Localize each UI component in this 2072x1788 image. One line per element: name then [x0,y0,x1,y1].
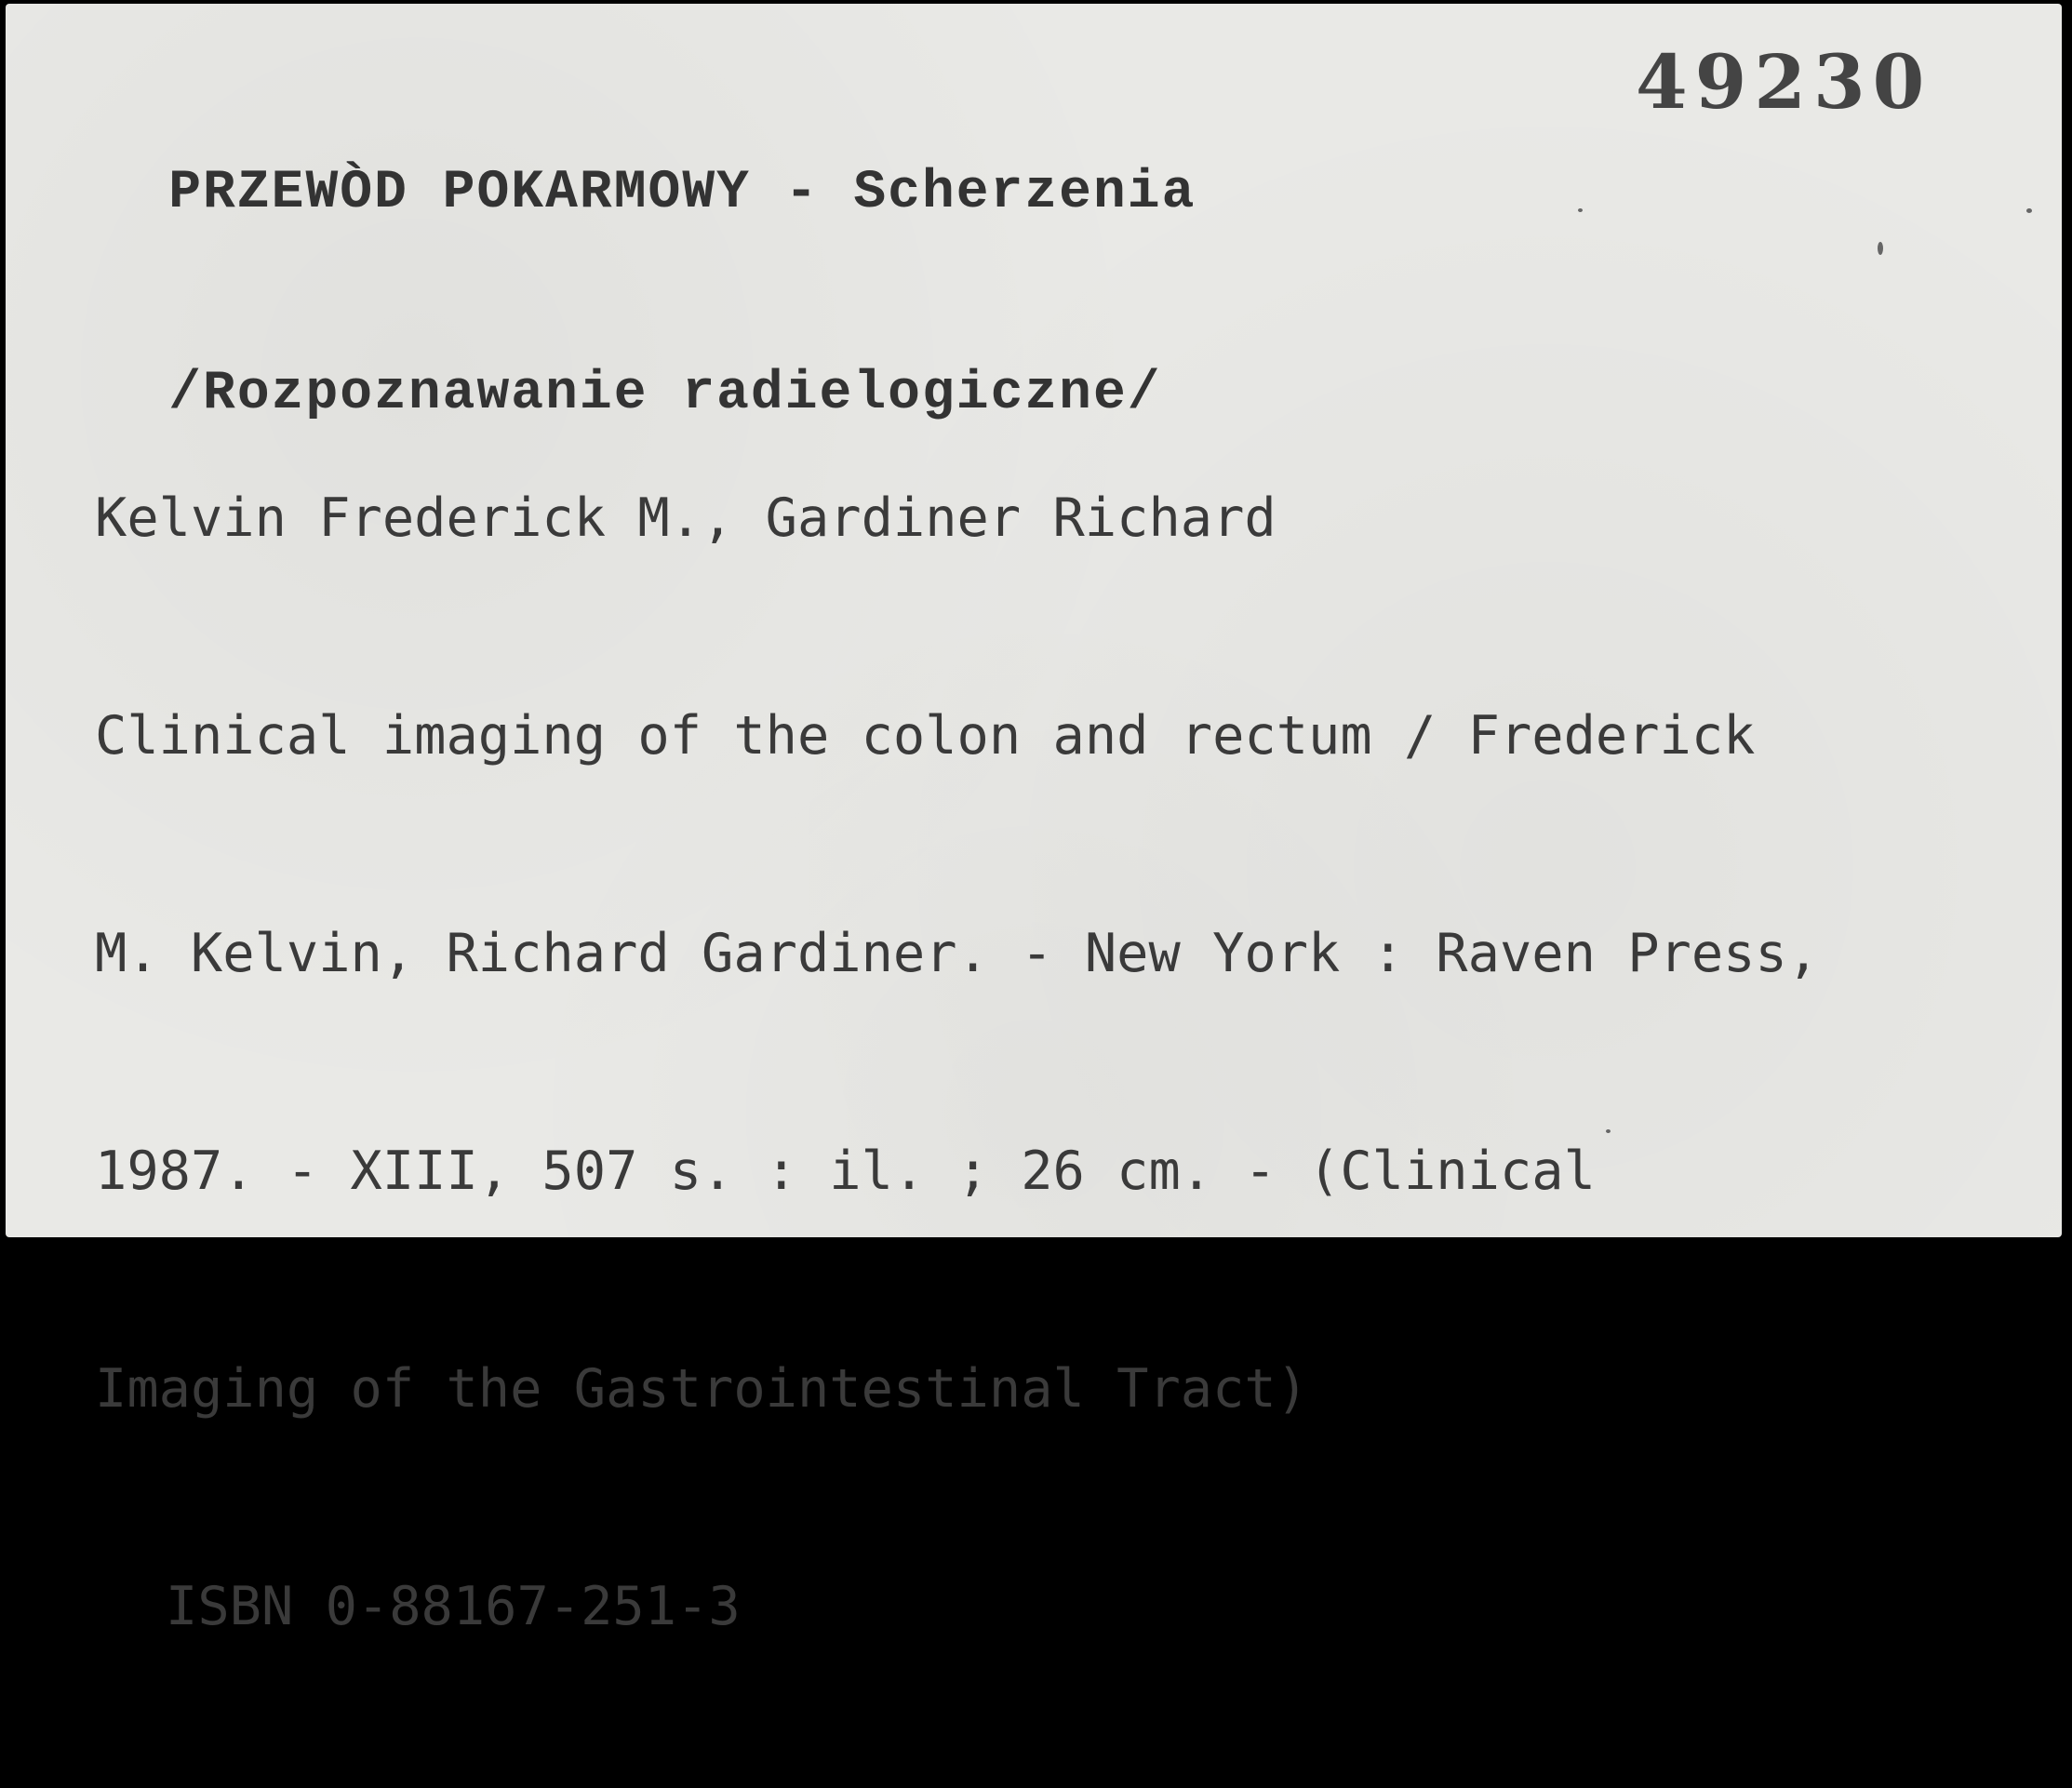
title-line: Clinical imaging of the colon and rectum / Frederick [95,705,1756,767]
catalog-number: 49230 [1636,38,1932,126]
dust-speck [1878,242,1883,255]
subject-heading-line-2: /Rozpoznawanie radielogiczne/ [168,364,1162,424]
series-line: Imaging of the Gastrointestinal Tract) [95,1358,1309,1420]
isbn-line: ISBN 0-88167-251-3 [166,1576,741,1637]
dust-speck [1606,1129,1611,1133]
subject-heading-line-1: PRZEWÒD POKARMOWY - Scherzenia [168,163,1196,223]
catalog-card [6,4,2062,1637]
publication-line: M. Kelvin, Richard Gardiner. - New York : Raven Press, [95,923,1820,984]
dust-speck [2026,208,2032,213]
bibliographic-entry [95,337,1819,1788]
dust-speck [1578,208,1583,212]
author-line: Kelvin Frederick M., Gardiner Richard [95,487,1277,549]
physical-description-line: 1987. - XIII, 507 s. : il. ; 26 cm. - (Clinical [95,1141,1596,1202]
